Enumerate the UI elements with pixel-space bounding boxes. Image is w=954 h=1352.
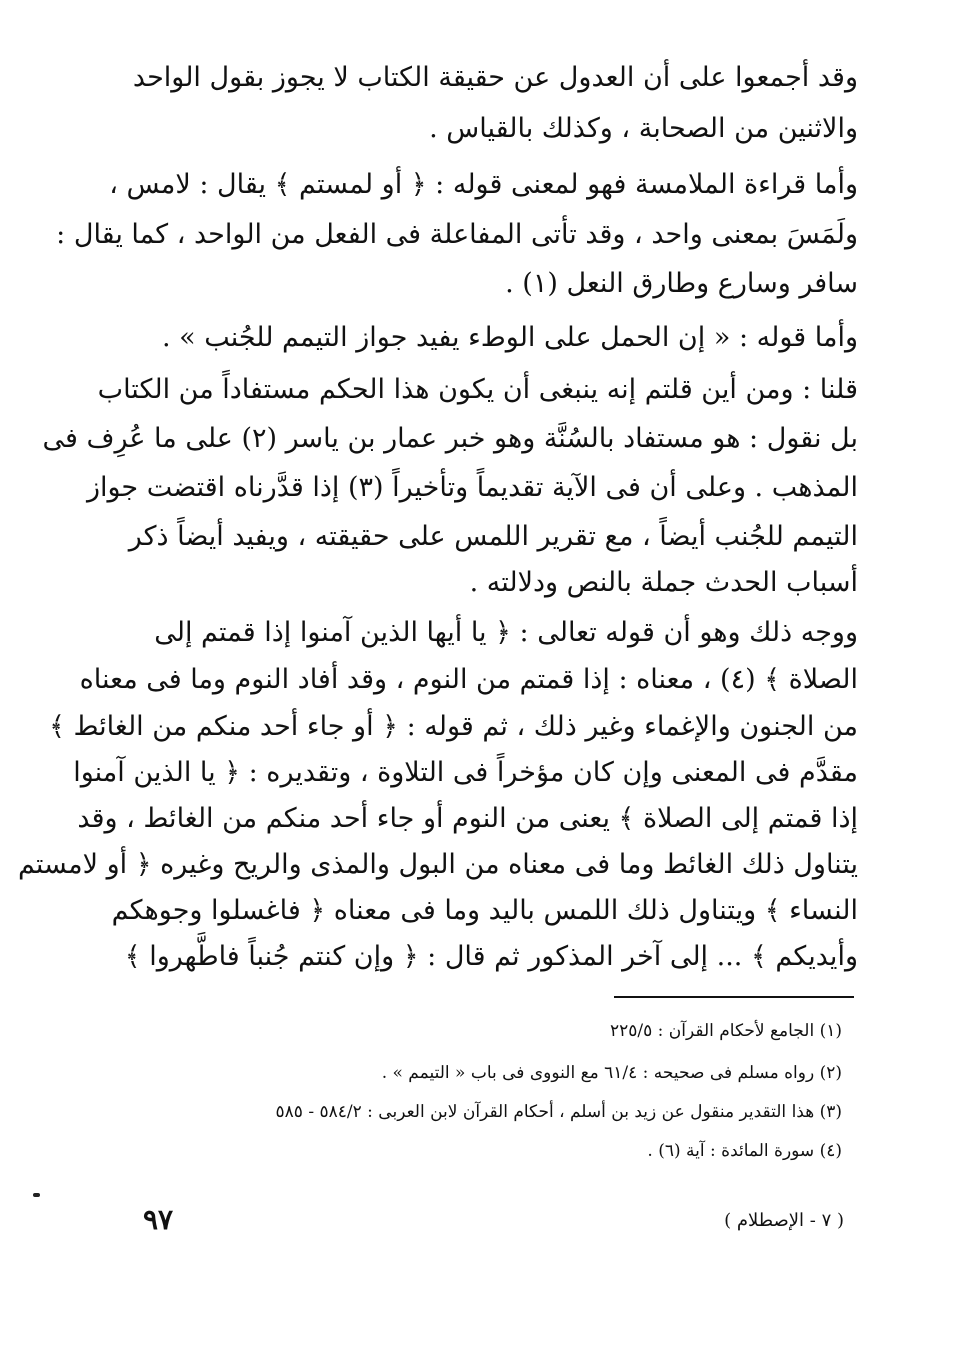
scan-speck xyxy=(33,1193,40,1197)
text-line: أسباب الحدث جملة بالنص ودلالته . xyxy=(469,567,858,598)
text-line: والاثنين من الصحابة ، وكذلك بالقياس . xyxy=(429,113,858,144)
text-line: من الجنون والإغماء وغير ذلك ، ثم قوله : ﴿ أو جاء أحد منكم من الغائط ﴾ xyxy=(49,711,858,742)
footnote: (٤) سورة المائدة : آية (٦) . xyxy=(647,1141,842,1161)
page-number: ٩٧ xyxy=(143,1203,174,1236)
text-line: الصلاة ﴾ (٤) ، معناه : إذا قمتم من النوم ، وقد أفاد النوم وما فى معناه xyxy=(79,664,858,695)
signature-mark: ( ٧ - الإصطلام ) xyxy=(724,1210,844,1231)
footnote-separator xyxy=(614,996,854,998)
text-line: يتناول ذلك الغائط وما فى معناه من البول والمذى والريح وغيره ﴿ أو لامستم xyxy=(17,849,858,880)
text-line: سافر وسارع وطارق النعل (١) . xyxy=(505,268,858,299)
footnote: (٢) رواه مسلم فى صحيحه : ٦١/٤ مع النووى فى باب « التيمم » . xyxy=(381,1063,842,1083)
text-line: ولَمَسَ بمعنى واحد ، وقد تأتى المفاعلة فى الفعل من الواحد ، كما يقال : xyxy=(56,219,858,250)
text-line: المذهب . وعلى أن فى الآية تقديماً وتأخيراً (٣) إذا قدَّرناه اقتضت جواز xyxy=(86,472,858,503)
text-line: التيمم للجُنب أيضاً ، مع تقرير اللمس على حقيقته ، ويفيد أيضاً ذكر xyxy=(128,521,858,552)
text-line: إذا قمتم إلى الصلاة ﴾ يعنى من النوم أو جاء أحد منكم من الغائط ، وقد xyxy=(77,803,858,834)
text-line: مقدَّم فى المعنى وإن كان مؤخراً فى التلاوة ، وتقديره : ﴿ يا الذين آمنوا xyxy=(73,757,858,788)
text-line: بل نقول : هو مستفاد بالسُنَّة وهو خبر عمار بن ياسر (٢) على ما عُرِف فى xyxy=(42,423,858,454)
text-line: وأيديكم ﴾ ... إلى آخر المذكور ثم قال : ﴿ وإن كنتم جُنباً فاطَّهروا ﴾ xyxy=(124,941,858,972)
footnote: (٣) هذا التقدير منقول عن زيد بن أسلم ، أحكام القرآن لابن العربى : ٥٨٤/٢ - ٥٨٥ xyxy=(275,1102,842,1122)
text-line: ووجه ذلك وهو أن قوله تعالى : ﴿ يا أيها الذين آمنوا إذا قمتم إلى xyxy=(154,617,858,648)
footnote: (١) الجامع لأحكام القرآن : ٢٢٥/٥ xyxy=(609,1021,842,1041)
text-line: النساء ﴾ ويتناول ذلك اللمس باليد وما فى معناه ﴿ فاغسلوا وجوهكم xyxy=(111,895,858,926)
text-line: قلنا : ومن أين قلتم إنه ينبغى أن يكون هذا الحكم مستفاداً من الكتاب xyxy=(97,374,858,405)
text-line: وقد أجمعوا على أن العدول عن حقيقة الكتاب لا يجوز بقول الواحد xyxy=(132,62,858,93)
text-line: وأما قوله : « إن الحمل على الوطء يفيد جواز التيمم للجُنب » . xyxy=(161,322,858,353)
text-line: وأما قراءة الملامسة فهو لمعنى قوله : ﴿ أو لمستم ﴾ يقال : لامس ، xyxy=(109,169,858,200)
